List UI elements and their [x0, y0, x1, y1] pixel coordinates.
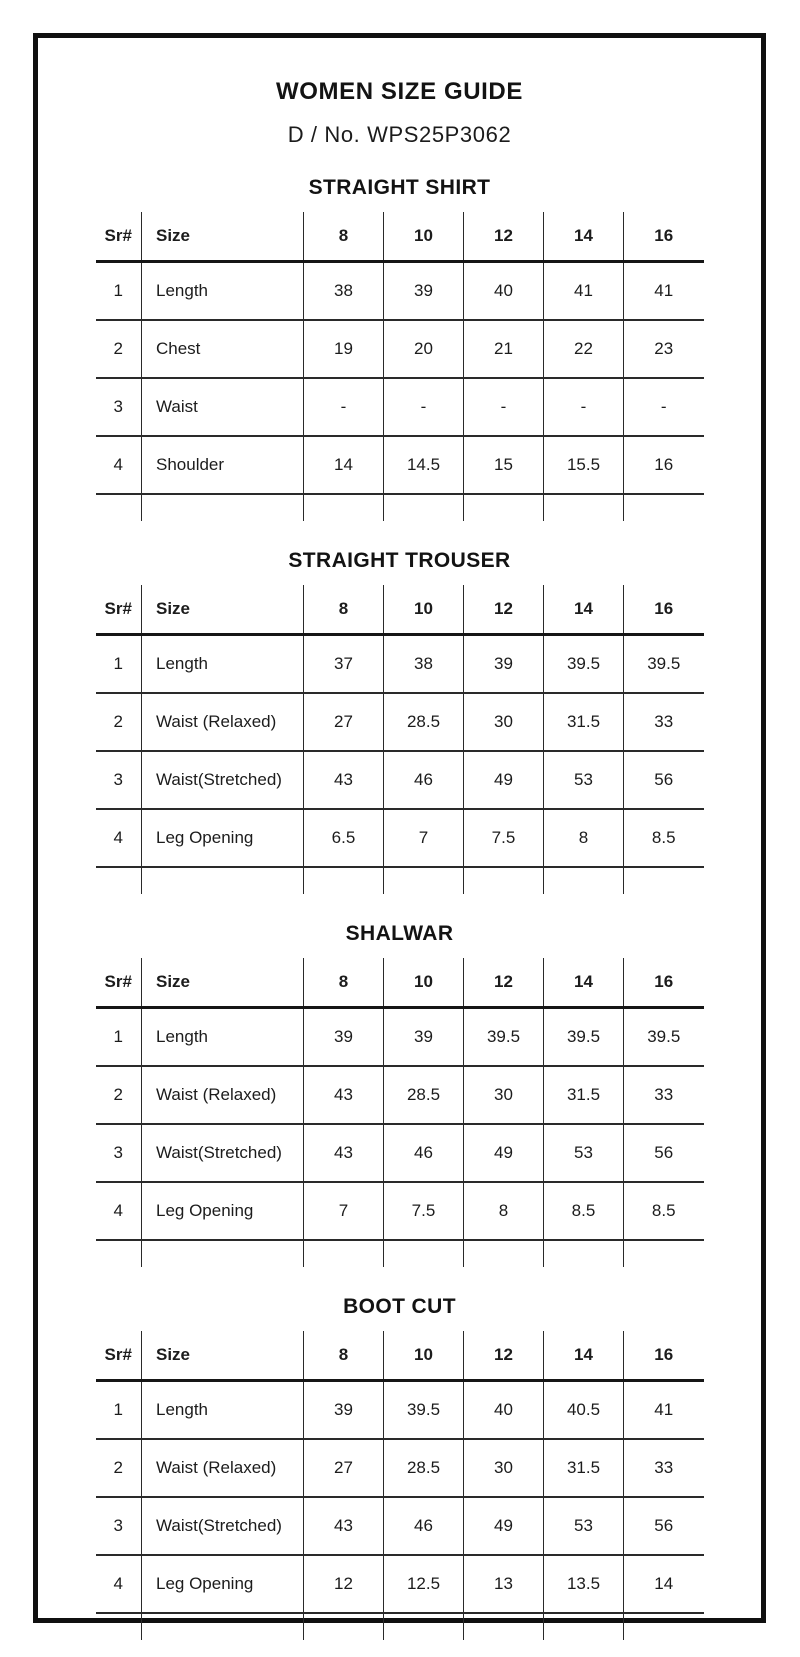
- vertical-rule-stub: [544, 1613, 624, 1640]
- page-title: WOMEN SIZE GUIDE: [276, 78, 523, 105]
- vertical-rule-stub: [384, 1613, 464, 1640]
- measurement-label: Waist(Stretched): [142, 1124, 304, 1182]
- measurement-value: 46: [384, 1124, 464, 1182]
- measurement-value: 39: [304, 1008, 384, 1067]
- sr-number: 3: [96, 1497, 142, 1555]
- measurement-value: 28.5: [384, 1066, 464, 1124]
- measurement-value: 41: [544, 262, 624, 321]
- sr-number: 1: [96, 1008, 142, 1067]
- measurement-value: -: [384, 378, 464, 436]
- measurement-value: 41: [624, 1381, 704, 1440]
- measurement-value: 13.5: [544, 1555, 624, 1613]
- measurement-value: -: [544, 378, 624, 436]
- measurement-value: 7: [384, 809, 464, 867]
- page-border-frame: [33, 33, 766, 1623]
- size-guide-section: [38, 176, 761, 521]
- table-row: [96, 1381, 704, 1440]
- section-title: BOOT CUT: [343, 1295, 456, 1318]
- vertical-rule-stub: [624, 867, 704, 894]
- measurement-value: 37: [304, 635, 384, 694]
- measurement-value: 31.5: [544, 1439, 624, 1497]
- table-row: [96, 378, 704, 436]
- size-guide-section: [38, 1295, 761, 1640]
- measurement-value: 38: [384, 635, 464, 694]
- measurement-value: 20: [384, 320, 464, 378]
- measurement-value: 8: [544, 809, 624, 867]
- column-header: 12: [464, 958, 544, 1008]
- measurement-value: 19: [304, 320, 384, 378]
- measurement-value: 7: [304, 1182, 384, 1240]
- measurement-value: 8: [464, 1182, 544, 1240]
- column-header: 16: [624, 212, 704, 262]
- vertical-rule-stub: [624, 1240, 704, 1267]
- measurement-value: 39.5: [384, 1381, 464, 1440]
- column-header: 12: [464, 1331, 544, 1381]
- vertical-rule-stub-row: [96, 1240, 704, 1267]
- measurement-label: Length: [142, 1008, 304, 1067]
- measurement-label: Length: [142, 262, 304, 321]
- vertical-rule-stub-row: [96, 867, 704, 894]
- measurement-label: Waist(Stretched): [142, 751, 304, 809]
- measurement-value: 38: [304, 262, 384, 321]
- measurement-value: 16: [624, 436, 704, 494]
- column-header: 12: [464, 585, 544, 635]
- measurement-value: -: [624, 378, 704, 436]
- measurement-label: Waist (Relaxed): [142, 693, 304, 751]
- design-number: D / No. WPS25P3062: [287, 122, 512, 147]
- size-table: [96, 1331, 704, 1640]
- vertical-rule-stub: [624, 1613, 704, 1640]
- sr-number: 3: [96, 751, 142, 809]
- column-header: 14: [544, 958, 624, 1008]
- measurement-value: 14.5: [384, 436, 464, 494]
- measurement-value: 13: [464, 1555, 544, 1613]
- measurement-value: 43: [304, 1124, 384, 1182]
- vertical-rule-stub: [544, 1240, 624, 1267]
- sr-number: 2: [96, 1066, 142, 1124]
- measurement-value: 30: [464, 1066, 544, 1124]
- size-sections: [38, 176, 761, 1640]
- column-header: 16: [624, 1331, 704, 1381]
- measurement-value: 8.5: [624, 1182, 704, 1240]
- measurement-value: 6.5: [304, 809, 384, 867]
- measurement-label: Waist: [142, 378, 304, 436]
- sr-number: 1: [96, 262, 142, 321]
- vertical-rule-stub: [142, 1240, 304, 1267]
- table-row: [96, 1008, 704, 1067]
- measurement-value: 31.5: [544, 1066, 624, 1124]
- measurement-label: Leg Opening: [142, 1182, 304, 1240]
- measurement-value: 53: [544, 1124, 624, 1182]
- table-row: [96, 751, 704, 809]
- measurement-value: 23: [624, 320, 704, 378]
- measurement-label: Leg Opening: [142, 1555, 304, 1613]
- vertical-rule-stub: [464, 494, 544, 521]
- measurement-label: Shoulder: [142, 436, 304, 494]
- measurement-value: 46: [384, 751, 464, 809]
- size-table: [96, 585, 704, 894]
- measurement-value: 15.5: [544, 436, 624, 494]
- vertical-rule-stub: [142, 494, 304, 521]
- measurement-value: 39.5: [544, 1008, 624, 1067]
- measurement-value: 27: [304, 1439, 384, 1497]
- table-row: [96, 809, 704, 867]
- table-header-row: [96, 1331, 704, 1381]
- measurement-value: 40: [464, 1381, 544, 1440]
- measurement-value: 39: [384, 262, 464, 321]
- measurement-value: 49: [464, 1124, 544, 1182]
- measurement-value: 28.5: [384, 693, 464, 751]
- vertical-rule-stub-row: [96, 494, 704, 521]
- measurement-value: 56: [624, 1497, 704, 1555]
- table-header-row: [96, 585, 704, 635]
- vertical-rule-stub: [142, 1613, 304, 1640]
- measurement-value: 33: [624, 693, 704, 751]
- vertical-rule-stub: [464, 1240, 544, 1267]
- sr-number: 3: [96, 378, 142, 436]
- measurement-label: Length: [142, 1381, 304, 1440]
- column-header: Sr#: [96, 958, 142, 1008]
- column-header: Sr#: [96, 1331, 142, 1381]
- section-title: STRAIGHT TROUSER: [288, 549, 511, 572]
- size-guide-section: [38, 922, 761, 1267]
- column-header: Sr#: [96, 585, 142, 635]
- measurement-value: 8.5: [544, 1182, 624, 1240]
- column-header: 8: [304, 1331, 384, 1381]
- measurement-value: 53: [544, 751, 624, 809]
- vertical-rule-stub: [624, 494, 704, 521]
- table-row: [96, 1124, 704, 1182]
- measurement-value: 43: [304, 1497, 384, 1555]
- column-header: 16: [624, 585, 704, 635]
- sr-number: 1: [96, 635, 142, 694]
- measurement-value: 8.5: [624, 809, 704, 867]
- table-row: [96, 1066, 704, 1124]
- column-header: Size: [142, 1331, 304, 1381]
- measurement-label: Chest: [142, 320, 304, 378]
- measurement-value: 46: [384, 1497, 464, 1555]
- measurement-value: 43: [304, 1066, 384, 1124]
- measurement-value: 7.5: [384, 1182, 464, 1240]
- measurement-value: 30: [464, 1439, 544, 1497]
- column-header: 12: [464, 212, 544, 262]
- column-header: Sr#: [96, 212, 142, 262]
- table-row: [96, 262, 704, 321]
- measurement-value: 40: [464, 262, 544, 321]
- column-header: Size: [142, 958, 304, 1008]
- measurement-value: 39.5: [464, 1008, 544, 1067]
- measurement-value: 49: [464, 751, 544, 809]
- vertical-rule-stub: [304, 1240, 384, 1267]
- measurement-value: 56: [624, 751, 704, 809]
- measurement-value: 14: [624, 1555, 704, 1613]
- section-title: STRAIGHT SHIRT: [308, 176, 491, 199]
- column-header: 8: [304, 585, 384, 635]
- column-header: 8: [304, 212, 384, 262]
- table-row: [96, 635, 704, 694]
- measurement-value: 39.5: [624, 1008, 704, 1067]
- table-header-row: [96, 212, 704, 262]
- table-row: [96, 1555, 704, 1613]
- measurement-value: 39.5: [624, 635, 704, 694]
- column-header: 14: [544, 1331, 624, 1381]
- column-header: 10: [384, 212, 464, 262]
- measurement-value: 39: [384, 1008, 464, 1067]
- column-header: Size: [142, 585, 304, 635]
- table-row: [96, 693, 704, 751]
- measurement-value: 56: [624, 1124, 704, 1182]
- sr-number: 4: [96, 809, 142, 867]
- measurement-value: 30: [464, 693, 544, 751]
- sr-number: 2: [96, 693, 142, 751]
- measurement-value: 39.5: [544, 635, 624, 694]
- vertical-rule-stub: [96, 1613, 142, 1640]
- table-row: [96, 1439, 704, 1497]
- column-header: 14: [544, 212, 624, 262]
- measurement-value: 33: [624, 1439, 704, 1497]
- vertical-rule-stub: [384, 494, 464, 521]
- measurement-value: 27: [304, 693, 384, 751]
- sr-number: 1: [96, 1381, 142, 1440]
- measurement-label: Waist (Relaxed): [142, 1066, 304, 1124]
- measurement-value: 49: [464, 1497, 544, 1555]
- sr-number: 2: [96, 1439, 142, 1497]
- column-header: 10: [384, 958, 464, 1008]
- table-row: [96, 436, 704, 494]
- sr-number: 4: [96, 1182, 142, 1240]
- column-header: 10: [384, 585, 464, 635]
- measurement-value: 33: [624, 1066, 704, 1124]
- size-table: [96, 212, 704, 521]
- vertical-rule-stub: [544, 494, 624, 521]
- table-header-row: [96, 958, 704, 1008]
- vertical-rule-stub: [464, 1613, 544, 1640]
- size-table: [96, 958, 704, 1267]
- vertical-rule-stub: [96, 1240, 142, 1267]
- vertical-rule-stub: [384, 1240, 464, 1267]
- column-header: 14: [544, 585, 624, 635]
- vertical-rule-stub: [96, 867, 142, 894]
- vertical-rule-stub: [304, 867, 384, 894]
- sr-number: 4: [96, 436, 142, 494]
- vertical-rule-stub: [384, 867, 464, 894]
- measurement-value: 39: [304, 1381, 384, 1440]
- measurement-value: 39: [464, 635, 544, 694]
- section-title: SHALWAR: [345, 922, 454, 945]
- size-guide-section: [38, 549, 761, 894]
- vertical-rule-stub: [304, 494, 384, 521]
- measurement-value: -: [304, 378, 384, 436]
- table-row: [96, 1497, 704, 1555]
- vertical-rule-stub: [464, 867, 544, 894]
- measurement-value: 22: [544, 320, 624, 378]
- sr-number: 3: [96, 1124, 142, 1182]
- measurement-value: 15: [464, 436, 544, 494]
- vertical-rule-stub: [142, 867, 304, 894]
- vertical-rule-stub: [96, 494, 142, 521]
- measurement-value: -: [464, 378, 544, 436]
- vertical-rule-stub-row: [96, 1613, 704, 1640]
- table-row: [96, 1182, 704, 1240]
- measurement-value: 41: [624, 262, 704, 321]
- table-row: [96, 320, 704, 378]
- vertical-rule-stub: [304, 1613, 384, 1640]
- doc-header: [38, 38, 761, 148]
- measurement-value: 12.5: [384, 1555, 464, 1613]
- column-header: 8: [304, 958, 384, 1008]
- measurement-value: 7.5: [464, 809, 544, 867]
- sr-number: 4: [96, 1555, 142, 1613]
- measurement-label: Waist (Relaxed): [142, 1439, 304, 1497]
- measurement-value: 43: [304, 751, 384, 809]
- measurement-value: 28.5: [384, 1439, 464, 1497]
- measurement-value: 53: [544, 1497, 624, 1555]
- measurement-label: Leg Opening: [142, 809, 304, 867]
- measurement-value: 12: [304, 1555, 384, 1613]
- measurement-value: 31.5: [544, 693, 624, 751]
- measurement-label: Length: [142, 635, 304, 694]
- sr-number: 2: [96, 320, 142, 378]
- column-header: Size: [142, 212, 304, 262]
- measurement-value: 40.5: [544, 1381, 624, 1440]
- measurement-label: Waist(Stretched): [142, 1497, 304, 1555]
- measurement-value: 14: [304, 436, 384, 494]
- measurement-value: 21: [464, 320, 544, 378]
- column-header: 16: [624, 958, 704, 1008]
- column-header: 10: [384, 1331, 464, 1381]
- vertical-rule-stub: [544, 867, 624, 894]
